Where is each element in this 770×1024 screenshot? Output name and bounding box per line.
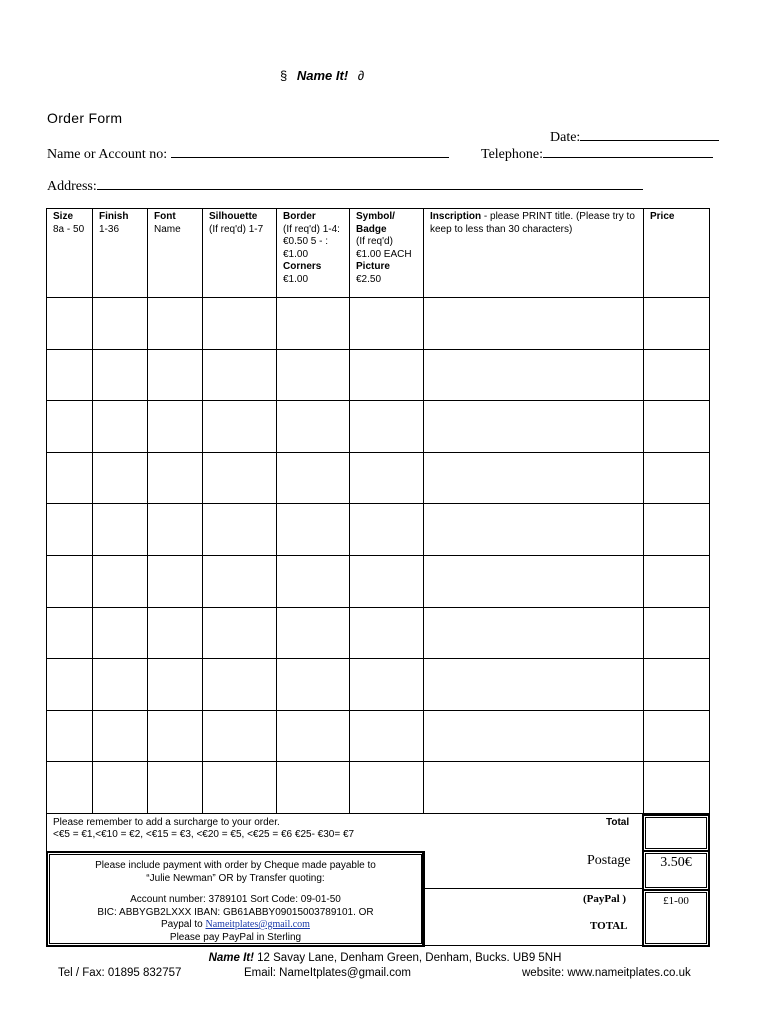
footer-website: website: www.nameitplates.co.uk [522,967,691,979]
table-cell[interactable] [203,710,277,762]
table-cell[interactable] [644,659,710,711]
table-row [47,607,710,659]
table-row [47,555,710,607]
postage-value: 3.50€ [642,850,710,891]
form-title: Order Form [47,110,123,126]
swirl-left-icon: § [280,68,288,83]
col-inscription: Inscription - please PRINT title. (Please try to keep to less than 30 characters) [424,209,644,298]
table-cell[interactable] [93,659,148,711]
table-cell[interactable] [148,710,203,762]
address-label: Address: [47,179,97,194]
table-cell[interactable] [644,401,710,453]
footer-telfax: Tel / Fax: 01895 832757 [58,967,182,979]
table-cell[interactable] [350,659,424,711]
paypal-email-link[interactable]: Nameitplates@gmail.com [205,919,310,930]
table-cell[interactable] [148,762,203,814]
table-cell[interactable] [277,607,350,659]
table-row [47,504,710,556]
telephone-label: Telephone: [481,147,543,162]
table-cell[interactable] [424,607,644,659]
table-cell[interactable] [93,555,148,607]
table-cell[interactable] [277,349,350,401]
order-table [46,208,710,814]
footer-email: Email: NameItplates@gmail.com [244,967,411,979]
table-cell[interactable] [277,298,350,350]
table-cell[interactable] [148,401,203,453]
table-cell[interactable] [203,762,277,814]
total-value-box[interactable] [642,814,710,852]
table-cell[interactable] [277,401,350,453]
paypal-label: (PayPal ) [583,893,627,905]
table-cell[interactable] [203,452,277,504]
table-cell[interactable] [47,349,93,401]
table-cell[interactable] [47,452,93,504]
total-label: Total [606,817,630,828]
table-cell[interactable] [424,710,644,762]
date-label: Date: [550,130,581,145]
col-border: Border (If req'd) 1-4: €0.50 5 - : €1.00 Corners €1.00 [277,209,350,298]
table-cell[interactable] [424,298,644,350]
table-cell[interactable] [424,555,644,607]
table-cell[interactable] [277,762,350,814]
table-cell[interactable] [148,555,203,607]
footer-brand: Name It! [208,952,254,964]
table-cell[interactable] [203,659,277,711]
col-silhouette: Silhouette (If req'd) 1-7 [203,209,277,298]
table-header-row [47,209,710,298]
table-cell[interactable] [350,607,424,659]
col-font: Font Name [148,209,203,298]
table-row [47,659,710,711]
table-cell[interactable] [424,504,644,556]
col-price: Price [644,209,710,298]
table-cell[interactable] [148,452,203,504]
table-cell[interactable] [644,762,710,814]
table-cell[interactable] [424,659,644,711]
table-cell[interactable] [93,710,148,762]
table-cell[interactable] [47,504,93,556]
table-cell[interactable] [47,762,93,814]
table-cell[interactable] [644,555,710,607]
table-cell[interactable] [644,607,710,659]
table-cell[interactable] [93,349,148,401]
postage-label: Postage [587,853,631,868]
table-cell[interactable] [424,452,644,504]
table-row [47,710,710,762]
table-cell[interactable] [350,452,424,504]
table-cell[interactable] [47,710,93,762]
table-cell[interactable] [148,504,203,556]
table-cell[interactable] [203,555,277,607]
address-field[interactable] [47,176,643,195]
col-finish: Finish 1-36 [93,209,148,298]
table-cell[interactable] [644,298,710,350]
table-cell[interactable] [203,298,277,350]
table-cell[interactable] [148,607,203,659]
paypal-value: £1-00 [642,889,710,947]
table-cell[interactable] [350,762,424,814]
table-cell[interactable] [350,401,424,453]
telephone-field[interactable] [481,144,713,163]
table-cell[interactable] [277,452,350,504]
table-cell[interactable] [277,555,350,607]
table-row [47,452,710,504]
table-row [47,762,710,814]
footer-address: Name It! 12 Savay Lane, Denham Green, Denham, Bucks. UB9 5NH [208,952,562,964]
table-cell[interactable] [47,401,93,453]
table-cell[interactable] [277,504,350,556]
table-cell[interactable] [47,607,93,659]
table-cell[interactable] [93,452,148,504]
table-cell[interactable] [277,710,350,762]
payment-instructions: Please include payment with order by Cheque made payable to “Julie Newman” OR by Transfer quoting: Account number: 3789101 Sort Code: 09-01-50 BIC: ABBYGB2LXXX IBAN: GB61ABBY09015003789101. OR Paypal to Nameitplates@gmail.com Please pay PayPal in Sterling [46,851,425,947]
table-cell[interactable] [424,401,644,453]
table-cell[interactable] [93,607,148,659]
table-cell[interactable] [93,298,148,350]
table-cell[interactable] [148,349,203,401]
table-cell[interactable] [424,762,644,814]
swirl-right-icon: ∂ [357,68,365,83]
table-cell[interactable] [203,401,277,453]
logo [280,68,364,83]
table-cell[interactable] [277,659,350,711]
table-cell[interactable] [148,659,203,711]
table-cell[interactable] [350,555,424,607]
table-cell[interactable] [350,504,424,556]
table-cell[interactable] [203,349,277,401]
table-cell[interactable] [47,555,93,607]
table-cell[interactable] [47,298,93,350]
table-cell[interactable] [644,349,710,401]
table-cell[interactable] [93,762,148,814]
table-cell[interactable] [350,298,424,350]
logo-text: Name It! [296,68,349,83]
table-cell[interactable] [644,504,710,556]
col-size: Size 8a - 50 [47,209,93,298]
table-cell[interactable] [424,349,644,401]
table-cell[interactable] [350,349,424,401]
col-symbol-badge: Symbol/ Badge (If req'd) €1.00 EACH Picture €2.50 [350,209,424,298]
table-row [47,298,710,350]
table-row [47,401,710,453]
name-field[interactable] [47,144,449,163]
table-cell[interactable] [203,504,277,556]
table-cell[interactable] [350,710,424,762]
table-cell[interactable] [93,401,148,453]
paypal-line: Paypal to Nameitplates@gmail.com [161,919,310,930]
name-label: Name or Account no: [47,147,168,162]
table-row [47,349,710,401]
table-cell[interactable] [93,504,148,556]
table-cell[interactable] [47,659,93,711]
grand-total-label: TOTAL [590,920,628,932]
table-cell[interactable] [644,710,710,762]
table-cell[interactable] [203,607,277,659]
table-cell[interactable] [644,452,710,504]
table-cell[interactable] [148,298,203,350]
surcharge-note: Please remember to add a surcharge to your order. <€5 = €1,<€10 = €2, <€15 = €3, <€20 = €5, <€25 = €6 €25- €30= €7 [53,817,355,840]
